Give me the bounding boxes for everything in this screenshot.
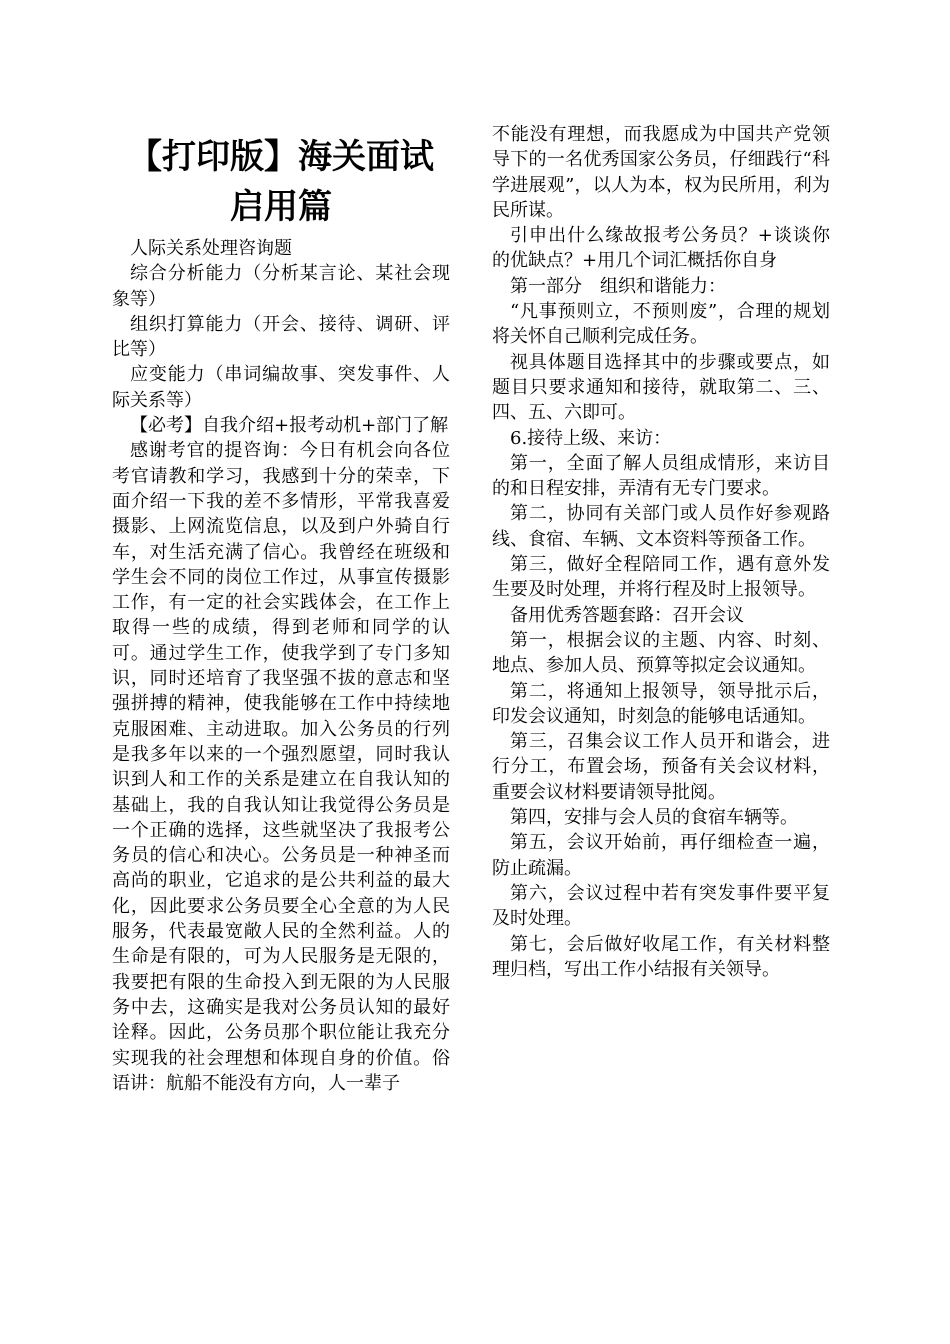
meeting-step-3: 第三，召集会议工作人员开和谐会，进行分工，布置会场，预备有关会议材料，重要会议材料要请领导批阅。 bbox=[492, 731, 830, 803]
paragraph-analysis: 综合分析能力（分析某言论、某社会现象等） bbox=[112, 263, 450, 310]
reception-step-3: 第三，做好全程陪同工作，遇有意外发生要及时处理，并将行程及时上报领导。 bbox=[492, 554, 830, 601]
item-heading-reception: 6.接待上级、来访： bbox=[510, 427, 672, 449]
paragraph-adaptability: 应变能力（串词编故事、突发事件、人际关系等） bbox=[112, 364, 450, 411]
meeting-step-7: 第七，会后做好收尾工作，有关材料整理归档，写出工作小结报有关领导。 bbox=[492, 933, 830, 980]
meeting-step-2: 第二，将通知上报领导，领导批示后，印发会议通知，时刻急的能够电话通知。 bbox=[492, 680, 830, 727]
paragraph-organization: 组织打算能力（开会、接待、调研、评比等） bbox=[112, 313, 450, 361]
meeting-step-5: 第五，会议开始前，再仔细检查一遍，防止疏漏。 bbox=[492, 832, 830, 879]
item-heading-meeting: 备用优秀答题套路：召开会议 bbox=[510, 604, 744, 626]
right-column bbox=[492, 122, 830, 982]
paragraph-self-introduction: 感谢考官的提咨询：今日有机会向各位考官请教和学习，我感到十分的荣幸，下面介绍一下我的差不多情形，平常我喜爱摄影、上网流览信息，以及到户外骑自行车，对生活充满了信心。我曾经在班级和学生会不同的岗位工作过，从事宣传摄影工作，有一定的社会实践体会，在工作上取得一些的成绩，得到老师和同学的认可。通过学生工作，使我学到了专门多知识，同时还培育了我坚强不拔的意志和坚强拼搏的精神，使我能够在工作中持续地克服困难、主动进取。加入公务员的行列是我多年以来的一个强烈愿望，同时我认识到人和工作的关系是建立在自我认知的基础上，我的自我认知让我觉得公务员是一个正确的选择，这些就坚决了我报考公务员的信心和决心。公务员是一种神圣而高尚的职业，它追求的是公共利益的最大化，因此要求公务员要全心全意的为人民服务，代表最宽敞人民的全然利益。人的生命是有限的，可为人民服务是无限的，我要把有限的生命投入到无限的为人民服务中去，这确实是我对公务员认知的最好诠释。因此，公务员那个职位能让我充分实现我的社会理想和体现自身的价值。俗语讲：航船不能没有方向，人一辈子 bbox=[112, 440, 450, 1094]
paragraph-required: 【必考】自我介绍+报考动机+部门了解 bbox=[130, 415, 449, 437]
title-line-2: 启用篇 bbox=[230, 187, 332, 227]
meeting-step-6: 第六，会议过程中若有突发事件要平复及时处理。 bbox=[492, 882, 830, 930]
title-line-1: 【打印版】海关面试 bbox=[128, 137, 434, 177]
paragraph-steps-note: 视具体题目选择其中的步骤或要点，如题目只要求通知和接待，就取第二、三、四、五、六即可。 bbox=[492, 351, 830, 424]
paragraph-motivation: 引申出什么缘故报考公务员？+谈谈你的优缺点？+用几个词汇概括你自身 bbox=[492, 225, 830, 272]
paragraph-interpersonal: 人际关系处理咨询题 bbox=[130, 238, 292, 259]
paragraph-continuation: 不能没有理想，而我愿成为中国共产党领导下的一名优秀国家公务员，仔细践行“科学进展观”，以人为本，权为民所用，利为民所谋。 bbox=[492, 124, 830, 221]
left-column bbox=[112, 122, 450, 1096]
document-title bbox=[112, 132, 450, 232]
reception-step-1: 第一，全面了解人员组成情形，来访目的和日程安排，弄清有无专门要求。 bbox=[492, 452, 830, 500]
paragraph-proverb: “凡事预则立，不预则废”，合理的规划将关怀自己顺利完成任务。 bbox=[492, 301, 830, 348]
section-heading-coordination: 第一部分 组织和谐能力： bbox=[510, 275, 726, 297]
meeting-step-4: 第四，安排与会人员的食宿车辆等。 bbox=[510, 807, 798, 829]
reception-step-2: 第二，协同有关部门或人员作好参观路线、食宿、车辆、文本资料等预备工作。 bbox=[492, 503, 830, 550]
meeting-step-1: 第一，根据会议的主题、内容、时刻、地点、参加人员、预算等拟定会议通知。 bbox=[492, 629, 830, 677]
